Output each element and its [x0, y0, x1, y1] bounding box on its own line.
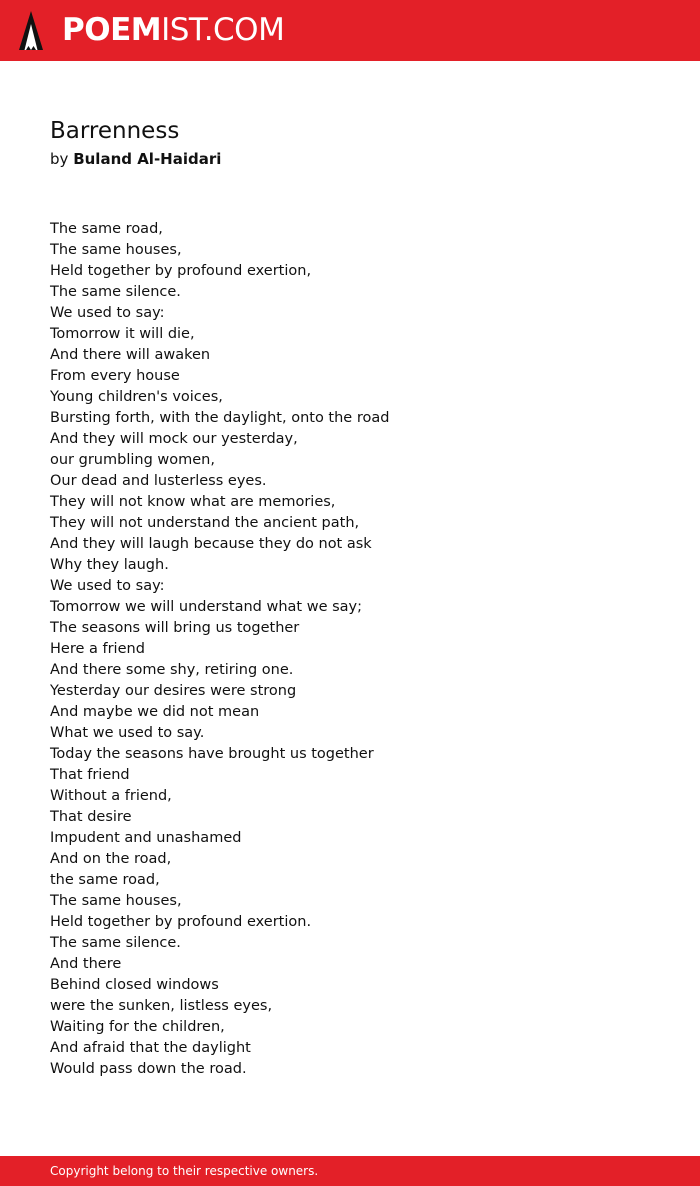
poem-body — [50, 219, 650, 1080]
poem-line: The same road, — [50, 221, 163, 237]
poem-line: Tomorrow we will understand what we say; — [50, 599, 363, 615]
poem-line: What we used to say. — [50, 725, 205, 741]
brand-bold: POEM — [62, 12, 162, 48]
poem-line: Behind closed windows — [50, 977, 219, 993]
poem-line: From every house — [50, 368, 180, 384]
poem-line: And maybe we did not mean — [50, 704, 260, 720]
site-footer — [0, 1156, 700, 1186]
poem-line: The same houses, — [50, 242, 182, 258]
poem-title: Barrenness — [50, 118, 180, 144]
poem-line: We used to say: — [50, 305, 165, 321]
poem-line: the same road, — [50, 872, 160, 888]
site-logo-text[interactable] — [62, 12, 284, 48]
poem-line: Without a friend, — [50, 788, 172, 804]
poem-line: And they will laugh because they do not ask — [50, 536, 372, 552]
poem-line: Our dead and lusterless eyes. — [50, 473, 267, 489]
poem-line: The seasons will bring us together — [50, 620, 300, 636]
poem-line: Yesterday our desires were strong — [50, 683, 297, 699]
poem-line: That desire — [50, 809, 132, 825]
pencil-icon — [18, 10, 44, 51]
poem-line: Waiting for the children, — [50, 1019, 225, 1035]
site-header — [0, 0, 700, 61]
poem-line: And there will awaken — [50, 347, 211, 363]
byline — [50, 148, 221, 170]
poem-line: Here a friend — [50, 641, 145, 657]
poem-line: Impudent and unashamed — [50, 830, 242, 846]
poem-line: And afraid that the daylight — [50, 1040, 251, 1056]
poem-line: Bursting forth, with the daylight, onto the road — [50, 410, 390, 426]
poem-author: Buland Al-Haidari — [73, 150, 222, 168]
poem-line: The same houses, — [50, 893, 182, 909]
poem-line: They will not understand the ancient path, — [50, 515, 360, 531]
poem-line: And there — [50, 956, 122, 972]
poem-line: And on the road, — [50, 851, 172, 867]
copyright-notice: Copyright belong to their respective owners. — [50, 1164, 319, 1178]
brand-light: IST.COM — [161, 12, 285, 48]
poem-line: Today the seasons have brought us together — [50, 746, 374, 762]
poem-line: And they will mock our yesterday, — [50, 431, 298, 447]
poem-line: They will not know what are memories, — [50, 494, 336, 510]
poem-line: Tomorrow it will die, — [50, 326, 195, 342]
poem-line: Held together by profound exertion, — [50, 263, 312, 279]
poem-line: And there some shy, retiring one. — [50, 662, 294, 678]
poem-line: The same silence. — [50, 284, 181, 300]
poem-line: That friend — [50, 767, 130, 783]
poem-line: were the sunken, listless eyes, — [50, 998, 273, 1014]
poem-line: Young children's voices, — [50, 389, 223, 405]
poem-line: Why they laugh. — [50, 557, 169, 573]
poem-line: Held together by profound exertion. — [50, 914, 312, 930]
by-label: by — [50, 150, 69, 168]
poem-line: We used to say: — [50, 578, 165, 594]
poem-line: our grumbling women, — [50, 452, 215, 468]
poem-line: The same silence. — [50, 935, 181, 951]
poem-line: Would pass down the road. — [50, 1061, 247, 1077]
